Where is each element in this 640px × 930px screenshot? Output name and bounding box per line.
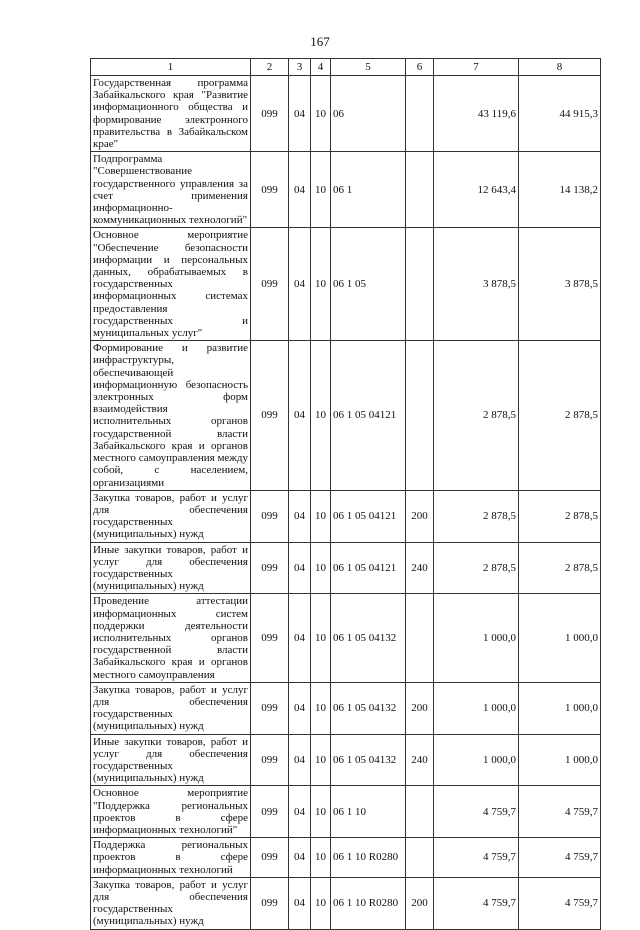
section-code: 04 bbox=[289, 542, 311, 594]
ministry-code: 099 bbox=[251, 682, 289, 734]
target-article-code: 06 1 05 04121 bbox=[331, 542, 406, 594]
amount-col8: 4 759,7 bbox=[519, 838, 601, 878]
section-code: 04 bbox=[289, 734, 311, 786]
item-name: Государственная программа Забайкальского края "Развитие информационного общества и формирование электронного правительства в Забайкальском крае" bbox=[91, 76, 251, 152]
subsection-code: 10 bbox=[311, 542, 331, 594]
amount-col8: 3 878,5 bbox=[519, 228, 601, 341]
expense-type-code: 200 bbox=[406, 877, 434, 929]
section-code: 04 bbox=[289, 341, 311, 490]
section-code: 04 bbox=[289, 490, 311, 542]
expense-type-code bbox=[406, 228, 434, 341]
amount-col8: 2 878,5 bbox=[519, 542, 601, 594]
expense-type-code: 200 bbox=[406, 490, 434, 542]
ministry-code: 099 bbox=[251, 152, 289, 228]
column-header: 3 bbox=[289, 59, 311, 76]
amount-col7: 1 000,0 bbox=[434, 734, 519, 786]
section-code: 04 bbox=[289, 76, 311, 152]
item-name: Закупка товаров, работ и услуг для обеспечения государственных (муниципальных) нужд bbox=[91, 490, 251, 542]
page-number: 167 bbox=[310, 34, 330, 49]
subsection-code: 10 bbox=[311, 786, 331, 838]
expense-type-code: 240 bbox=[406, 542, 434, 594]
amount-col8: 44 915,3 bbox=[519, 76, 601, 152]
table-row bbox=[91, 76, 601, 152]
amount-col7: 2 878,5 bbox=[434, 341, 519, 490]
target-article-code: 06 1 05 04121 bbox=[331, 341, 406, 490]
subsection-code: 10 bbox=[311, 152, 331, 228]
expense-type-code bbox=[406, 341, 434, 490]
item-name: Закупка товаров, работ и услуг для обеспечения государственных (муниципальных) нужд bbox=[91, 682, 251, 734]
section-code: 04 bbox=[289, 838, 311, 878]
ministry-code: 099 bbox=[251, 734, 289, 786]
item-name: Подпрограмма "Совершенствование государственного управления за счет применения информационно-коммуникационных технологий" bbox=[91, 152, 251, 228]
table-row bbox=[91, 490, 601, 542]
amount-col7: 1 000,0 bbox=[434, 682, 519, 734]
amount-col7: 12 643,4 bbox=[434, 152, 519, 228]
item-name: Иные закупки товаров, работ и услуг для обеспечения государственных (муниципальных) нужд bbox=[91, 542, 251, 594]
amount-col8: 4 759,7 bbox=[519, 877, 601, 929]
subsection-code: 10 bbox=[311, 838, 331, 878]
amount-col7: 2 878,5 bbox=[434, 490, 519, 542]
target-article-code: 06 1 10 bbox=[331, 786, 406, 838]
table-row bbox=[91, 682, 601, 734]
section-code: 04 bbox=[289, 786, 311, 838]
amount-col7: 4 759,7 bbox=[434, 786, 519, 838]
target-article-code: 06 1 bbox=[331, 152, 406, 228]
amount-col8: 2 878,5 bbox=[519, 341, 601, 490]
item-name: Основное мероприятие "Обеспечение безопасности информации и персональных данных, обрабатываемых в государственных информационных системах предоставления государственных и муниципальных услуг" bbox=[91, 228, 251, 341]
amount-col8: 1 000,0 bbox=[519, 734, 601, 786]
budget-table bbox=[90, 58, 601, 930]
item-name: Поддержка региональных проектов в сфере информационных технологий bbox=[91, 838, 251, 878]
ministry-code: 099 bbox=[251, 490, 289, 542]
item-name: Иные закупки товаров, работ и услуг для обеспечения государственных (муниципальных) нужд bbox=[91, 734, 251, 786]
item-name: Формирование и развитие инфраструктуры, обеспечивающей информационную безопасность электронных форм взаимодействия исполнительных органов государственной власти Забайкальского края и органов местного самоуправления между собой, с населением, организациями bbox=[91, 341, 251, 490]
section-code: 04 bbox=[289, 228, 311, 341]
expense-type-code bbox=[406, 786, 434, 838]
subsection-code: 10 bbox=[311, 490, 331, 542]
table-row bbox=[91, 734, 601, 786]
expense-type-code bbox=[406, 594, 434, 682]
table-row bbox=[91, 228, 601, 341]
target-article-code: 06 bbox=[331, 76, 406, 152]
section-code: 04 bbox=[289, 594, 311, 682]
item-name: Закупка товаров, работ и услуг для обеспечения государственных (муниципальных) нужд bbox=[91, 877, 251, 929]
amount-col8: 2 878,5 bbox=[519, 490, 601, 542]
amount-col7: 3 878,5 bbox=[434, 228, 519, 341]
amount-col8: 1 000,0 bbox=[519, 594, 601, 682]
table-row bbox=[91, 542, 601, 594]
column-header: 4 bbox=[311, 59, 331, 76]
column-header: 5 bbox=[331, 59, 406, 76]
column-header: 7 bbox=[434, 59, 519, 76]
amount-col8: 1 000,0 bbox=[519, 682, 601, 734]
item-name: Основное мероприятие "Поддержка региональных проектов в сфере информационных технологий" bbox=[91, 786, 251, 838]
subsection-code: 10 bbox=[311, 594, 331, 682]
ministry-code: 099 bbox=[251, 341, 289, 490]
table-row bbox=[91, 877, 601, 929]
column-header: 6 bbox=[406, 59, 434, 76]
column-header: 2 bbox=[251, 59, 289, 76]
expense-type-code: 200 bbox=[406, 682, 434, 734]
ministry-code: 099 bbox=[251, 542, 289, 594]
section-code: 04 bbox=[289, 877, 311, 929]
ministry-code: 099 bbox=[251, 594, 289, 682]
subsection-code: 10 bbox=[311, 682, 331, 734]
subsection-code: 10 bbox=[311, 228, 331, 341]
ministry-code: 099 bbox=[251, 786, 289, 838]
table-row bbox=[91, 786, 601, 838]
subsection-code: 10 bbox=[311, 76, 331, 152]
subsection-code: 10 bbox=[311, 734, 331, 786]
amount-col7: 4 759,7 bbox=[434, 877, 519, 929]
section-code: 04 bbox=[289, 682, 311, 734]
amount-col7: 2 878,5 bbox=[434, 542, 519, 594]
ministry-code: 099 bbox=[251, 838, 289, 878]
amount-col7: 43 119,6 bbox=[434, 76, 519, 152]
column-header: 8 bbox=[519, 59, 601, 76]
target-article-code: 06 1 05 04132 bbox=[331, 734, 406, 786]
ministry-code: 099 bbox=[251, 76, 289, 152]
table-row bbox=[91, 341, 601, 490]
section-code: 04 bbox=[289, 152, 311, 228]
item-name: Проведение аттестации информационных систем поддержки деятельности исполнительных органов государственной власти Забайкальского края и органов местного самоуправления bbox=[91, 594, 251, 682]
table-row bbox=[91, 594, 601, 682]
target-article-code: 06 1 05 bbox=[331, 228, 406, 341]
expense-type-code: 240 bbox=[406, 734, 434, 786]
table-header-row bbox=[91, 59, 601, 76]
target-article-code: 06 1 05 04121 bbox=[331, 490, 406, 542]
ministry-code: 099 bbox=[251, 228, 289, 341]
amount-col8: 14 138,2 bbox=[519, 152, 601, 228]
amount-col7: 4 759,7 bbox=[434, 838, 519, 878]
table-row bbox=[91, 152, 601, 228]
column-header: 1 bbox=[91, 59, 251, 76]
target-article-code: 06 1 10 R0280 bbox=[331, 838, 406, 878]
expense-type-code bbox=[406, 76, 434, 152]
amount-col8: 4 759,7 bbox=[519, 786, 601, 838]
table-row bbox=[91, 838, 601, 878]
ministry-code: 099 bbox=[251, 877, 289, 929]
expense-type-code bbox=[406, 838, 434, 878]
target-article-code: 06 1 05 04132 bbox=[331, 682, 406, 734]
amount-col7: 1 000,0 bbox=[434, 594, 519, 682]
subsection-code: 10 bbox=[311, 341, 331, 490]
expense-type-code bbox=[406, 152, 434, 228]
subsection-code: 10 bbox=[311, 877, 331, 929]
target-article-code: 06 1 10 R0280 bbox=[331, 877, 406, 929]
target-article-code: 06 1 05 04132 bbox=[331, 594, 406, 682]
